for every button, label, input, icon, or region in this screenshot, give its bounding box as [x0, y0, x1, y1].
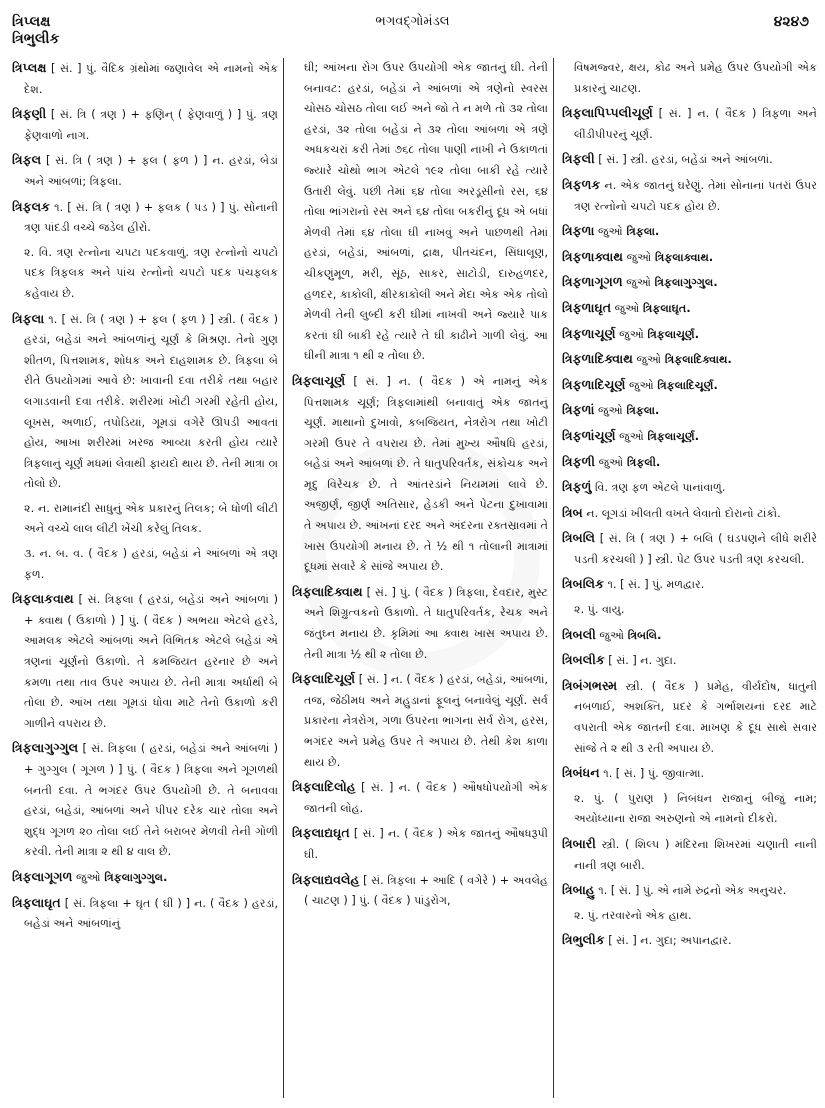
page-header	[0, 0, 825, 56]
column-divider	[553, 58, 554, 1098]
dictionary-entry	[292, 823, 548, 865]
dictionary-entry	[292, 669, 548, 773]
headword: ત્રિફલી	[562, 151, 595, 167]
definition: [ સં. ત્રિફલા + આદિ ( વગેરે ) + અવલેહ ( ચાટણ ) ] પું. ( વૈદક ) પાંડુરોગ,	[304, 873, 548, 908]
dictionary-entry	[292, 582, 548, 665]
dictionary-entry	[562, 477, 817, 499]
definition: ૧. [ સં. ] પું. મળદ્વાર.	[603, 578, 705, 592]
dictionary-entry	[562, 930, 817, 952]
headword: ત્રિફલ	[12, 152, 42, 168]
see-also-label: જુઓ	[595, 455, 627, 469]
cross-reference-link[interactable]: ત્રિફલાદિક્વાથ.	[664, 353, 732, 367]
definition: [ સં. ] ન. ગુદા.	[604, 654, 677, 668]
dictionary-entry	[562, 650, 817, 672]
column-2	[292, 58, 548, 1103]
headword: ત્રિફલાગૂગળ	[12, 868, 73, 884]
dictionary-entry	[562, 763, 817, 785]
cross-reference-link[interactable]: ત્રિફલાક્વાથ.	[654, 250, 714, 264]
guide-word-last: ત્રિભુલીક	[12, 31, 60, 47]
dictionary-entry	[562, 426, 817, 448]
headword: ત્રિફલાકવાથ	[12, 591, 74, 607]
definition: ૧. [ સં. ત્રિ ( ત્રણ ) + ફલ ( ફળ ) ] સ્ત્રી. ( વૈદક ) હરડાં, બહેડાં અને આંબળાંનું ચૂર્ણ કે મિશ્રણ. તેનો ગુણ શીતળ, પિત્તશામક, શોધક અને દાહશામક છે. ત્રિફલા બે રીતે ઉપયોગમાં આવે છે: ખાવાની દવા તરીકે તથા બહાર લગાડવાની દવા તરીકે. શરીરમાં ખોટી ગરમી રહેતી હોય, લૂખસ, અળાઈ, તપોડિયાં, ગૂમડાં વગેરે ઊપડી આવતાં હોય, આખા શરીરમાં ખરજ આવ્યા કરતી હોય ત્યારે ત્રિફલાનું ચૂર્ણ મધમાં લેવાથી ફાયદો થાય છે. તેની માત્રા ૦ા તોલો છે.	[24, 312, 278, 491]
cross-reference-link[interactable]: ત્રિફલી.	[626, 455, 661, 469]
see-also-label: જુઓ	[615, 327, 648, 341]
see-also-label: જુઓ	[615, 429, 648, 443]
sense-definition: ઘી; આંખના રોગ ઉપર ઉપયોગી એક જાતનું ઘી. તેની બનાવટ: હરડાં, બહેડાં ને આંબળાં એ ત્રણેનો સ્વરસ ચોસઠ ચોસઠ તોલા લઈ અને જો તે ન મળે તો ૩૨ તોલા હરડાં, ૩૨ તોલા બહેડાં ને ૩૨ તોલા આંબળાં એ ત્રણે અધકચરાં કરી તેમાં ૭૬૮ તોલા પાણી નાખી ને ઉકાળતાં જ્યારે ચોથો ભાગ એટલે ૧૯૨ તોલા બાકી રહે ત્યારે ઉતારી લેવું. પછી તેમાં ૬૪ તોલા અરડૂસીનો રસ, ૬૪ તોલા ભાંગરાનો રસ અને ૬૪ તોલા બકરીનું દૂધ એ બધાં મેળવી તેમાં ૬૪ તોલા ઘી નાખવું અને પાછળથી તેમાં હરડાં, બહેડાં, આંબળાં, દ્રાક્ષ, પીતચંદન, સિંધાલૂણ, ચીકણુંમૂળ, મરી, સૂંઠ, સાકર, સાટોડી, દારુહળદર, હળદર, કાકોલી, ક્ષીરકાકોલી અને મેદા એક એક તોલો મેળવી તેની લુબ્દી કરી ઘીમાં નાખવી અને જ્યારે પાક કરતાં ઘી બાકી રહે ત્યારે તે ઘી કાઢીને ગાળી લેવું. આ ઘીની માત્રા ૧ થી ૨ તોલા છે.	[304, 61, 548, 363]
sense-definition: ૨. ન. રામાનંદી સાધુનું એક પ્રકારનું તિલક; બે ધોળી લીટી અને વચ્ચે લાલ લીટી ખેંચી કરેલું તિલક.	[24, 501, 278, 536]
headword: ત્રિબલિ	[562, 530, 596, 546]
headword: ત્રિફળું	[562, 479, 592, 495]
headword: ત્રિફળક	[562, 176, 601, 192]
headword: ત્રિફલાગુગ્ગુલ	[12, 740, 79, 756]
definition: ન. એક જાતનું ઘરેણું. તેમાં સોનાનાં પતરાં ઉપર ત્રણ રત્નોનો ચપટો પદક હોય છે.	[574, 178, 817, 213]
dictionary-entry	[562, 175, 817, 217]
headword: ત્રિફલા	[12, 310, 45, 326]
dictionary-columns	[0, 58, 825, 1108]
cross-reference-link[interactable]: ત્રિફલા.	[626, 404, 660, 418]
definition: [ સં. ] ન. ( વૈદક ) ત્રિફળા અને લીંડીપીપરનું ચૂર્ણ.	[574, 107, 817, 141]
cross-reference-link[interactable]: ત્રિફલાદિચૂર્ણ.	[657, 378, 718, 392]
dictionary-entry	[292, 777, 548, 819]
headword: ત્રિબલિક	[562, 576, 604, 592]
definition: વિ. ત્રણ ફળ એટલે પાનાંવાળું.	[591, 481, 726, 495]
definition: ૧. [ સં. ] પું. જીવાત્મા.	[599, 767, 705, 781]
dictionary-entry	[12, 150, 278, 192]
headword: ત્રિફળી	[562, 453, 596, 469]
headword: ત્રિબારી	[562, 836, 596, 851]
headword: ત્રિફળાક્વાથ	[562, 248, 624, 264]
see-also-label: જુઓ	[623, 250, 655, 264]
dictionary-entry	[562, 247, 817, 269]
cross-reference-link[interactable]: ત્રિફલાચૂર્ણ.	[647, 327, 700, 341]
headword: ત્રિફલાદિલોહ	[292, 779, 356, 795]
headword: ત્રિફળાચૂર્ણ	[562, 325, 616, 341]
dictionary-entry	[12, 893, 278, 935]
definition: સ્ત્રી. ( વૈદક ) પ્રમેહ, વીર્યદોષ, ધાતુની નબળાઈ, અશક્તિ, પ્રદર કે ગર્ભાશયનાં દરદ માટે વપરાતી એક જાતની દવા. માખણ કે દૂધ સાથે સવાર સાંજે તે ૨ થી ૩ રતી અપાય છે.	[574, 679, 817, 755]
headword: ત્રિફળાદિચૂર્ણ	[562, 376, 626, 392]
headword: ત્રિબ	[562, 504, 583, 520]
definition: સ્ત્રી. ( શિલ્પ ) મંદિરના શિખરમાં ચણાતી નાની નાની ત્રણ બારી.	[574, 838, 817, 872]
headword: ત્રિફલાચૂર્ણ	[292, 372, 346, 388]
definition: [ સં. ] ન. ગુદા; અપાનદ્વાર.	[604, 934, 732, 948]
see-also-label: જુઓ	[625, 378, 658, 392]
headword: ત્રિફલાઘૃત	[12, 894, 61, 910]
see-also-label: જુઓ	[594, 404, 627, 418]
dictionary-entry	[12, 197, 278, 239]
headword: ત્રિફળાંચૂર્ણ	[562, 427, 616, 443]
see-also-label: જુઓ	[594, 225, 627, 239]
guide-word-first: ત્રિપ્લક્ષ	[12, 14, 51, 30]
definition: [ સં. ત્રિ ( ત્રણ ) + ફલ ( ફળ ) ] ન. હરડાં, બેડાં અને આંબળાં; ત્રિફલા.	[24, 154, 278, 188]
headword: ત્રિબંધન	[562, 765, 600, 781]
headword: ત્રિપ્લક્ષ	[12, 60, 47, 75]
dictionary-entry	[562, 503, 817, 525]
headword: ત્રિફલાપિપ્પલીચૂર્ણ	[562, 105, 653, 121]
dictionary-entry	[12, 738, 278, 863]
sense-definition: ૩. ન. બ. વ. ( વૈદક ) હરડાં, બહેડાં ને આંબળાં એ ત્રણ ફળ.	[24, 547, 278, 581]
headword: ત્રિફલાદ્યવલેહ	[292, 871, 360, 887]
dictionary-entry	[562, 349, 817, 371]
definition: [ સં. ત્રિ ( ત્રણ ) + ફણિન્ ( ફેણવાળું ) ] પું. ત્રણ ફેણવાળો નાગ.	[24, 108, 278, 142]
headword: ત્રિબાહુ	[562, 882, 595, 898]
definition: [ સં. ] ન. ( વૈદક ) હરડાં, બહેડાં, આંબળાં, તજ, જેઠીમધ અને મહુડાનાં ફૂલનું બનાવેલું ચૂર્ણ. સર્વ પ્રકારના નેત્રરોગ, ગળા ઉપરના ભાગના સર્વ રોગ, હરસ, ભગંદર અને પ્રમેહ ઉપર તે અપાય છે. તેથી કેશ કાળા થાય છે.	[304, 673, 548, 769]
headword: ત્રિફળા	[562, 223, 595, 239]
dictionary-entry	[562, 880, 817, 902]
definition: [ સં. ] ન. ( વૈદક ) એક જાતનું ઔષધરૂપી ઘી.	[304, 827, 548, 861]
dictionary-entry	[562, 400, 817, 422]
headword: ત્રિફલક	[12, 198, 50, 214]
definition: [ સં. ત્રિફલા ( હરડાં, બહેડાં અને આંબળાં ) + ગુગ્ગુલ ( ગૂગળ ) ] પું. ( વૈદક ) ત્રિફલા અને ગૂગળથી બનતી દવા. તે ભગંદર ઉપર ઉપયોગી છે. તે બનાવવા હરડાં, બહેડાં, આંબળાં અને પીપર દરેક ચાર તોલા અને શુદ્ધ ગૂગળ ૨૦ તોલા લઈ તેને બરાબર મેળવી તેની ગોળી કરવી. તેની માત્રા ૨ થી ૪ વાલ છે.	[24, 742, 278, 859]
definition: [ સં. ] પું. ( વૈદક ) ત્રિફલા, દેવદાર, મુસ્ટ અને શિગ્રુત્વકનો ઉકાળો. તે ધાતુપરિવર્તક, રેચક અને જંતુઘ્ન મનાય છે. કૃમિમાં આ ક્વાથ ખાસ અપાય છે. તેની માત્રા ½ થી ૨ તોલા છે.	[304, 585, 548, 661]
cross-reference-link[interactable]: ત્રિફલાચૂર્ણ.	[647, 429, 700, 443]
definition: [ સં. ] સ્ત્રી. હરડાં, બહેડાં અને આંબળાં.	[594, 153, 773, 167]
see-also-label: જુઓ	[632, 353, 665, 367]
sense-definition: ૨. પું. ( પુરાણ ) નિબંધન રાજાનું બીજું નામ; અયોધ્યાના રાજા અરુણનો એ નામનો દીકરો.	[574, 791, 817, 826]
definition: ૧. [ સં. ત્રિ ( ત્રણ ) + ફલક ( પડ ) ] પું. સોનાની ત્રણ પાંદડી વચ્ચે જડેલ હીરો.	[24, 200, 278, 235]
definition: [ સં. ત્રિફલા ( હરડાં, બહેડાં અને આંબળાં ) + ક્વાથ ( ઉકાળો ) ] પું. ( વૈદક ) અભયા એટલે હરડે, આમલક એટલે આંબળાં અને વિભિતક એટલે બહેડાં એ ત્રણનાં ચૂર્ણનો ઉકાળો. તે કમજિયત હરનાર છે અને કમળા તથા તાવ ઉપર અપાય છે. તેની માત્રા અર્ધાથી બે તોલા છે. આંખ તથા ગૂમડાં ધોવા માટે તેનો ઉકાળો કરી ગાળીને વપરાય છે.	[24, 593, 278, 730]
dictionary-entry	[562, 149, 817, 171]
headword: ત્રિફળાગૂગળ	[562, 274, 623, 290]
sense-definition: ૨. પું. વાયુ.	[574, 603, 625, 617]
definition: ૧. [ સં. ] પું. એ નામે રુદ્રનો એક અનુચર.	[594, 884, 787, 898]
dictionary-entry	[12, 589, 278, 734]
definition: [ સં. ] ન. ( વૈદક ) ઔષધોપયોગી એક જાતની લોહ.	[304, 781, 548, 815]
dictionary-entry	[562, 298, 817, 320]
headword: ત્રિફણી	[12, 106, 47, 122]
dictionary-entry	[562, 625, 817, 647]
dictionary-entry	[562, 221, 817, 243]
dictionary-entry	[12, 867, 278, 889]
cross-reference-link[interactable]: ત્રિફલા.	[626, 225, 660, 239]
column-divider	[283, 58, 284, 1098]
dictionary-entry	[562, 375, 817, 397]
dictionary-entry	[12, 309, 278, 495]
headword: ત્રિબલી	[562, 626, 596, 642]
see-also-label: જુઓ	[622, 276, 655, 290]
dictionary-entry	[562, 324, 817, 346]
dictionary-entry	[292, 371, 548, 578]
cross-reference-link[interactable]: ત્રિફલાઘૃત.	[643, 301, 691, 315]
see-also-label: જુઓ	[72, 870, 105, 884]
dictionary-entry	[562, 272, 817, 294]
book-title: ભગવદ્ગોમંડલ	[375, 14, 450, 29]
see-also-label: જુઓ	[595, 628, 628, 642]
definition: [ સં. ત્રિ ( ત્રણ ) + બલિ ( ઘડપણને લીધે શરીરે પડતી કરચલી ) ] સ્ત્રી. પેટ ઉપર પડતી ત્રણ કરચલી.	[574, 532, 817, 566]
definition: [ સં. ત્રિફલા + ઘૃત ( ઘી ) ] ન. ( વૈદક ) હરડાં, બહેડાં અને આંબળાંનું	[24, 896, 278, 931]
dictionary-entry	[562, 574, 817, 596]
headword: ત્રિફલાદિક્વાથ	[292, 583, 363, 599]
headword: ત્રિભુલીક	[562, 932, 605, 948]
column-1	[12, 58, 278, 1103]
definition: [ સં. ] ન. ( વૈદક ) એ નામનું એક પિત્તશામક ચૂર્ણ; ત્રિફલામાંથી બનાવાતું એક જાતનું ચૂર્ણ. માથાનો દુખાવો, કબજિયત, નેત્રરોગ તથા ખોટી ગરમી ઉપર તે વપરાય છે. તેમાં મુખ્ય ઔષધિ હરડાં, બહેડાં અને આંબળાં છે. તે ધાતુપરિવર્તક, સંકોચક અને મૃદુ વિરેચક છે. તે આંતરડાંને નિયમમાં લાવે છે. અજીર્ણ, જીર્ણ અતિસાર, હેડકી અને પેટના દુખાવામાં તે અપાય છે. આંખનાં દરદ અને અંદરના રક્તસ્રાવમાં તે ખાસ ઉપયોગી મનાય છે. તે ½ થી ૧ તોલાની માત્રામાં દૂધમાં સવારે કે સાંજે અપાય છે.	[304, 374, 548, 574]
sense-definition: ૨. પું. તરવારનો એક હાથ.	[574, 908, 692, 922]
headword: ત્રિફળાઘૃત	[562, 299, 612, 315]
cross-reference-link[interactable]: ત્રિફલાગુગ્ગુલ.	[654, 276, 718, 290]
dictionary-entry	[12, 104, 278, 146]
sense-definition: ૨. વિ. ત્રણ રત્નોના ચપટા પદકવાળું. ત્રણ રત્નોનો ચપટો પદક ત્રિફલક અને પાંચ રત્નોનો ચપટો પદક પંચફલક કહેવાય છે.	[24, 245, 278, 300]
dictionary-entry	[562, 676, 817, 759]
dictionary-entry	[562, 528, 817, 570]
headword: ત્રિફળાદિક્વાથ	[562, 351, 633, 367]
headword: ત્રિબલીક	[562, 652, 605, 668]
dictionary-entry	[292, 870, 548, 912]
cross-reference-link[interactable]: ત્રિફલાગુગ્ગુલ.	[104, 870, 168, 884]
cross-reference-link[interactable]: ત્રિબલિ.	[627, 628, 662, 642]
dictionary-entry	[562, 452, 817, 474]
definition: [ સં. ] પું. વૈદિક ગ્રંથોમાં જણાવેલ એ નામનો એક દેશ.	[24, 62, 278, 96]
dictionary-entry	[562, 103, 817, 145]
column-3	[562, 58, 817, 1103]
dictionary-entry	[12, 58, 278, 100]
sense-definition: વિષમજ્વર, ક્ષય, કોઢ અને પ્રમેહ ઉપર ઉપયોગી એક પ્રકારનું ચાટણ.	[574, 61, 817, 95]
dictionary-entry	[562, 834, 817, 876]
headword: ત્રિફલાદિચૂર્ણ	[292, 671, 356, 687]
page-number: ૪૨૪૭	[773, 14, 809, 30]
definition: ન. લૂગડાં ખીલતી વખતે લેવાતો દોરાનો ટાંકો.	[582, 506, 781, 520]
headword: ત્રિબંગભસ્મ	[562, 677, 618, 693]
headword: ત્રિફળાં	[562, 402, 595, 418]
headword: ત્રિફલાદ્યઘૃત	[292, 825, 350, 841]
see-also-label: જુઓ	[611, 301, 644, 315]
